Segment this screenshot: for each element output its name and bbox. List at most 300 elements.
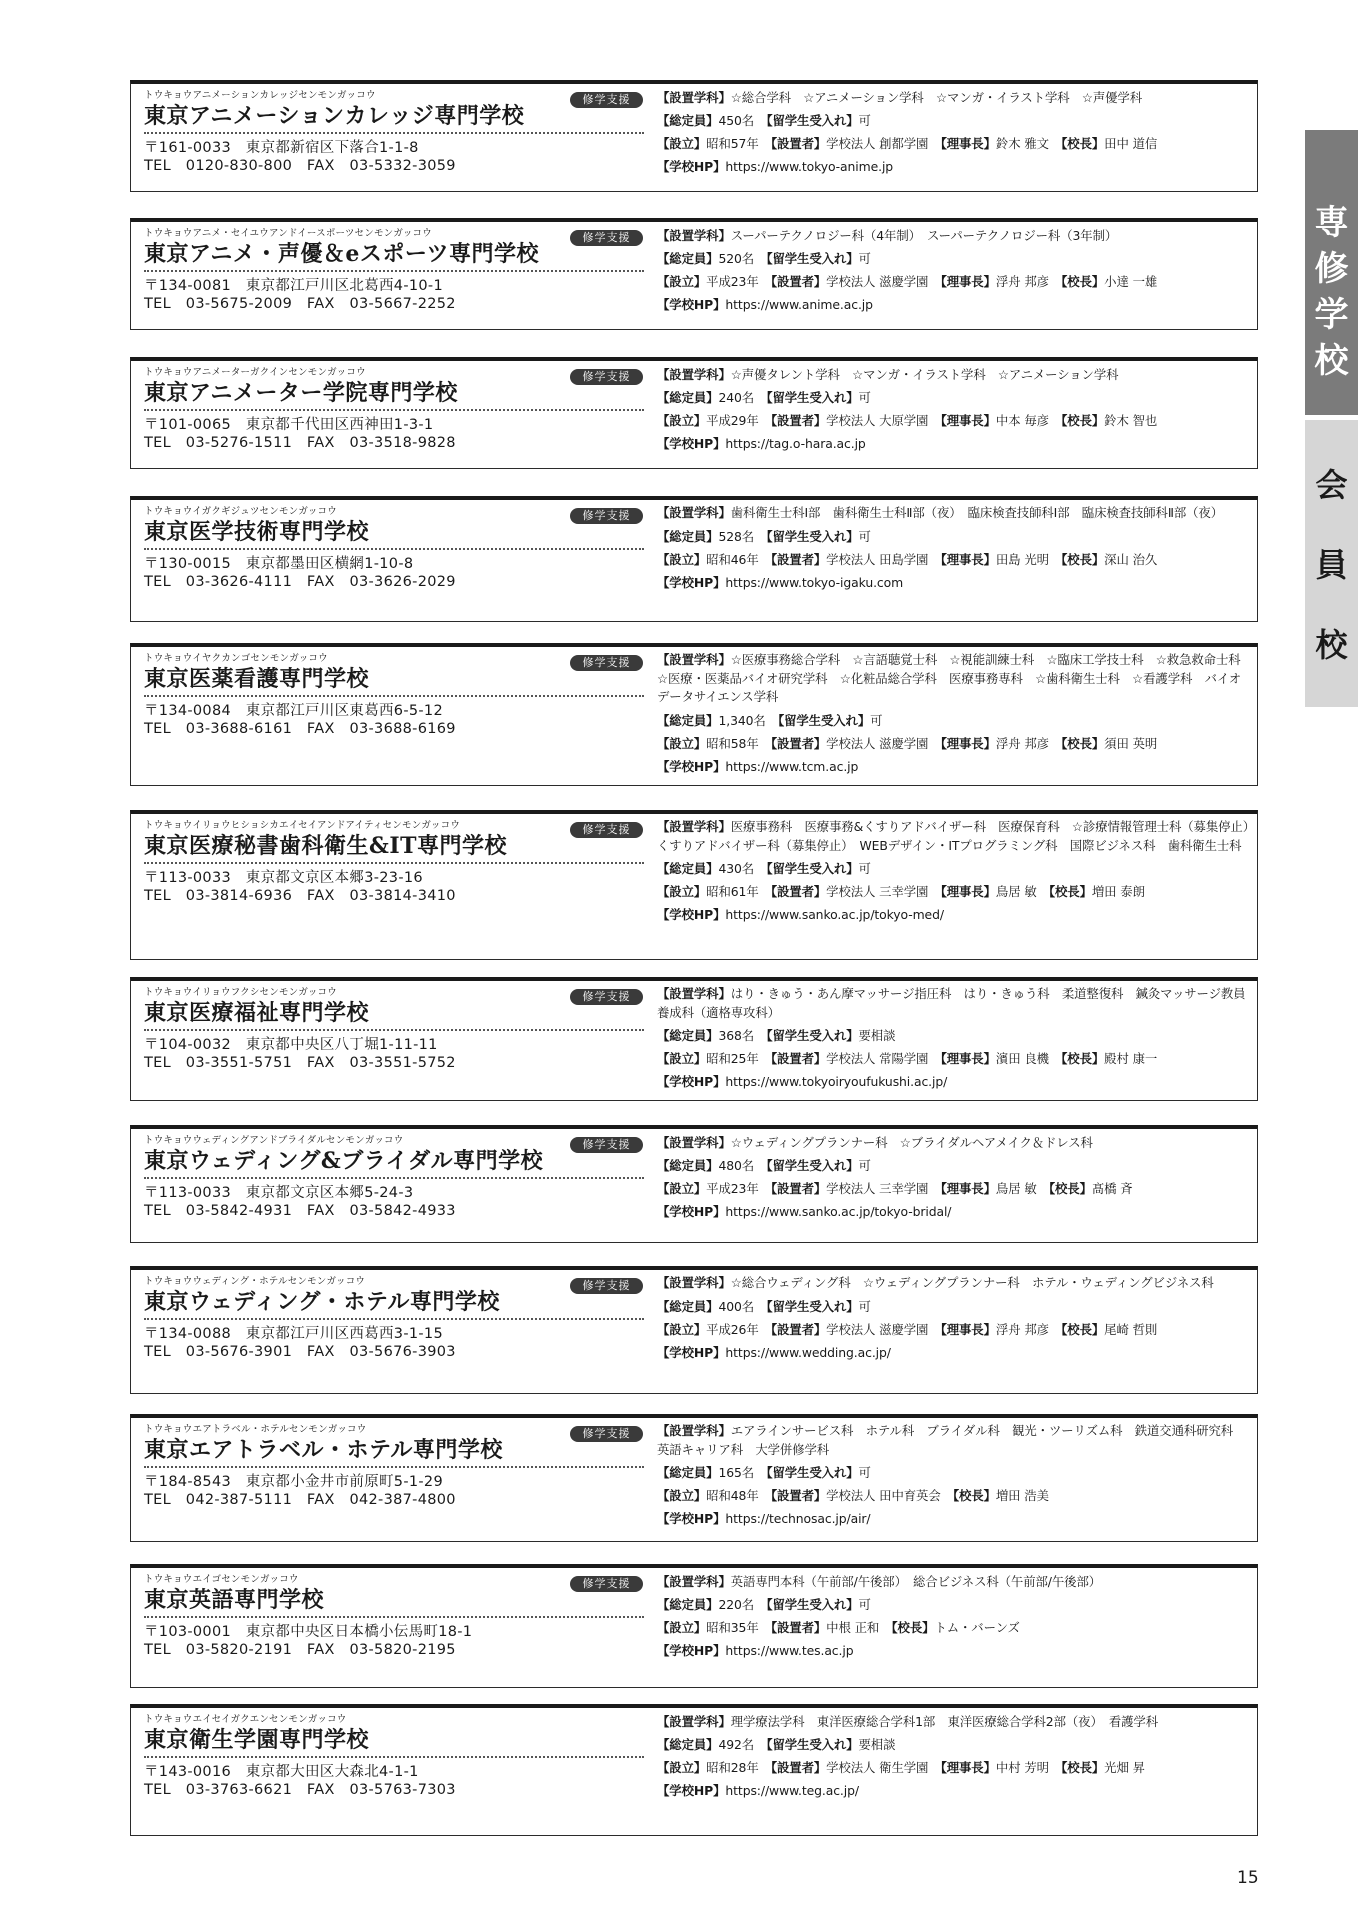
detail-value: 学校法人 三幸学園 [826,884,941,899]
school-details [657,1272,1249,1364]
school-kana: トウキョウイヤクカンゴセンモンガッコウ [144,653,328,664]
detail-label: 【設立】 [657,413,707,428]
detail-label: 【留学生受入れ】 [766,251,859,266]
school-kana: トウキョウアニメ・セイユウアンドイースポーツセンモンガッコウ [144,228,432,239]
detail-line [657,293,1249,316]
detail-line [657,1341,1249,1364]
detail-value: はり・きゅう・あん摩マッサージ指圧科 はり・きゅう科 柔道整復科 鍼灸マッサージ教員養成科（適格専攻科） [657,986,1246,1020]
school-identity [144,366,644,452]
school-website-link[interactable]: https://www.anime.ac.jp [725,297,873,312]
detail-label: 【留学生受入れ】 [766,1737,859,1752]
detail-value: 220名 [718,1597,767,1612]
school-identity [144,505,644,591]
detail-line [657,816,1262,857]
detail-line [657,1507,1249,1530]
detail-value: 可 [858,1597,871,1612]
detail-value: ☆声優タレント学科 ☆マンガ・イラスト学科 ☆アニメーション学科 [730,367,1119,382]
school-name: 東京エアトラベル・ホテル専門学校 [144,1437,503,1463]
school-entry [130,977,1258,1101]
detail-line [657,1177,1249,1200]
detail-line [657,1047,1249,1070]
detail-label: 【設立】 [657,1051,707,1066]
detail-label: 【設置学科】 [657,1574,731,1589]
school-tel-fax: TEL 03-3814-6936 FAX 03-3814-3410 [144,888,456,904]
detail-label: 【設立】 [657,136,707,151]
detail-value: 尾崎 哲則 [1104,1321,1158,1337]
detail-label: 【校長】 [1061,551,1105,567]
detail-value: 昭和46年 [706,551,771,567]
detail-value: 要相談 [858,1737,896,1752]
detail-label: 【設立】 [657,1488,707,1503]
support-badge: 修学支援 [570,655,643,671]
school-kana: トウキョウイリョウヒショシカエイセイアンドアイティセンモンガッコウ [144,820,461,831]
detail-line [657,1756,1249,1779]
school-website-link[interactable]: https://technosac.jp/air/ [725,1511,871,1526]
side-tab-char: 学 [1314,295,1349,335]
detail-label: 【総定員】 [657,1737,719,1752]
detail-value: 小達 一雄 [1104,274,1158,289]
detail-label: 【設立】 [657,551,707,567]
detail-line [657,857,1249,880]
detail-value: エアラインサービス科 ホテル科 ブライダル科 観光・ツーリズム科 鉄道交通科研究科 英語キャリア科 大学併修学科 [657,1423,1246,1457]
detail-line [657,1318,1249,1341]
detail-value: 須田 英明 [1104,735,1158,751]
support-badge: 修学支援 [570,989,643,1005]
detail-label: 【総定員】 [657,390,719,405]
school-identity [144,819,644,905]
detail-value: 平成26年 [706,1321,771,1337]
school-name: 東京医学技術専門学校 [144,519,370,545]
detail-line [657,86,1249,109]
detail-value: 鳥居 敏 [995,884,1049,899]
detail-line [657,732,1249,755]
detail-label: 【設置者】 [770,1760,827,1775]
school-website-link[interactable]: https://www.sanko.ac.jp/tokyo-med/ [725,907,944,922]
support-badge: 修学支援 [570,1576,643,1592]
detail-label: 【学校HP】 [657,574,726,590]
detail-value: 理学療法学科 東洋医療総合学科1部 東洋医療総合学科2部（夜） 看護学科 [730,1714,1158,1729]
detail-label: 【理事長】 [940,884,996,899]
detail-value: 増田 泰朗 [1091,884,1145,899]
detail-value: 学校法人 大原学園 [826,413,941,428]
detail-label: 【設置学科】 [657,1275,731,1290]
school-name: 東京衛生学園専門学校 [144,1727,370,1753]
school-details [657,1131,1249,1223]
detail-value: 髙橋 斉 [1091,1181,1133,1196]
detail-label: 【設立】 [657,884,707,899]
school-tel-fax: TEL 03-5842-4931 FAX 03-5842-4933 [144,1203,456,1219]
support-badge: 修学支援 [570,369,643,385]
detail-label: 【総定員】 [657,1158,719,1173]
detail-line [657,903,1249,926]
detail-value: ☆総合学科 ☆アニメーション学科 ☆マンガ・イラスト学科 ☆声優学科 [730,90,1143,105]
detail-label: 【理事長】 [940,551,996,567]
school-tel-fax: TEL 03-3551-5751 FAX 03-3551-5752 [144,1055,456,1071]
detail-line [657,109,1249,132]
dotted-divider [144,1029,644,1031]
detail-label: 【設置学科】 [657,1714,731,1729]
detail-label: 【設置学科】 [657,986,731,1001]
detail-value: 可 [858,528,871,544]
detail-value: 480名 [718,1158,767,1173]
detail-line [657,1420,1249,1461]
detail-value: 深山 治久 [1104,551,1158,567]
detail-label: 【学校HP】 [657,907,726,922]
detail-line [657,1779,1249,1802]
school-tel-fax: TEL 03-5675-2009 FAX 03-5667-2252 [144,296,456,312]
school-entry [130,1564,1258,1688]
detail-value: ☆総合ウェディング科 ☆ウェディングプランナー科 ホテル・ウェディングビジネス科 [730,1275,1214,1290]
detail-line [657,1272,1249,1295]
detail-label: 【学校HP】 [657,1643,726,1658]
school-address: 〒143-0016 東京都大田区大森北4-1-1 [144,1764,419,1780]
detail-value: 学校法人 田島学園 [826,551,941,567]
detail-label: 【理事長】 [940,1321,996,1337]
detail-label: 【留学生受入れ】 [766,113,859,128]
school-website-link[interactable]: https://www.tokyoiryoufukushi.ac.jp/ [725,1074,948,1089]
school-tel-fax: TEL 03-3763-6621 FAX 03-5763-7303 [144,1782,456,1798]
detail-value: 昭和58年 [706,735,771,751]
detail-value: 450名 [718,113,767,128]
support-badge: 修学支援 [570,1278,643,1294]
side-tab-senshu-gakko[interactable] [1305,130,1358,415]
detail-label: 【校長】 [1061,136,1105,151]
detail-line [657,1484,1249,1507]
side-tab-char: 専 [1314,203,1349,243]
school-address: 〒113-0033 東京都文京区本郷5-24-3 [144,1185,414,1201]
side-tab-kaiin-ko[interactable] [1305,420,1358,707]
school-website-link[interactable]: https://www.sanko.ac.jp/tokyo-bridal/ [725,1204,952,1219]
detail-line [657,1570,1249,1593]
school-details [657,1710,1249,1802]
detail-label: 【理事長】 [940,136,996,151]
detail-line [657,880,1249,903]
school-name: 東京ウェディング・ホテル専門学校 [144,1289,500,1315]
detail-value: ☆ウェディングプランナー科 ☆ブライダルヘアメイク＆ドレス科 [730,1135,1093,1150]
detail-label: 【設置者】 [770,1488,827,1503]
school-kana: トウキョウエアトラベル・ホテルセンモンガッコウ [144,1424,367,1435]
detail-label: 【学校HP】 [657,758,726,774]
detail-value: 可 [870,712,883,728]
page-number: 15 [1237,1868,1259,1888]
school-address: 〒130-0015 東京都墨田区横網1-10-8 [144,556,414,572]
detail-value: 可 [858,251,871,266]
detail-line [657,1024,1249,1047]
detail-value: スーパーテクノロジー科（4年制） スーパーテクノロジー科（3年制） [730,228,1118,243]
school-name: 東京アニメーター学院専門学校 [144,380,458,406]
detail-line [657,1200,1249,1223]
dotted-divider [144,132,644,134]
detail-value: 平成23年 [706,274,771,289]
school-kana: トウキョウウェディングアンドブライダルセンモンガッコウ [144,1135,404,1146]
detail-label: 【総定員】 [657,251,719,266]
detail-label: 【理事長】 [940,1051,996,1066]
support-badge: 修学支援 [570,508,643,524]
dotted-divider [144,270,644,272]
school-address: 〒161-0033 東京都新宿区下落合1-1-8 [144,140,419,156]
detail-label: 【学校HP】 [657,1511,726,1526]
school-tel-fax: TEL 03-5276-1511 FAX 03-3518-9828 [144,435,456,451]
school-name: 東京医薬看護専門学校 [144,666,370,692]
side-tab-char: 会 [1315,466,1348,504]
school-details [657,649,1253,778]
school-entry [130,218,1258,330]
school-kana: トウキョウアニメーターガクインセンモンガッコウ [144,367,366,378]
school-identity [144,227,644,313]
detail-value: 1,340名 [718,712,779,728]
school-details [657,983,1249,1093]
detail-value: 光畑 昇 [1104,1760,1145,1775]
school-entry [130,1414,1258,1542]
detail-value: 学校法人 滋慶学園 [826,1321,941,1337]
detail-value: 430名 [718,861,767,876]
school-address: 〒103-0001 東京都中央区日本橋小伝馬町18-1 [144,1624,473,1640]
detail-line [657,409,1249,432]
detail-value: 鈴木 雅文 [995,136,1062,151]
detail-line [657,983,1249,1024]
school-identity [144,652,644,738]
detail-label: 【設置者】 [770,1620,827,1635]
detail-label: 【留学生受入れ】 [766,1298,859,1314]
support-badge: 修学支援 [570,1426,643,1442]
school-name: 東京医療福祉専門学校 [144,1000,370,1026]
dotted-divider [144,1177,644,1179]
support-badge: 修学支援 [570,822,643,838]
detail-value: 可 [858,113,871,128]
detail-label: 【設立】 [657,1620,707,1635]
detail-label: 【設置者】 [770,1321,827,1337]
detail-label: 【設置学科】 [657,652,731,667]
school-entry [130,80,1258,192]
detail-value: ☆医療事務総合学科 ☆言語聴覚士科 ☆視能訓練士科 ☆臨床工学技士科 ☆救急救命士科 ☆医療・医薬品バイオ研究学科 ☆化粧品総合学科 医療事務専科 ☆歯科衛生士科 ☆看護学科 バイオデータサイエンス学科 [657,652,1253,704]
school-entry [130,1266,1258,1394]
detail-label: 【校長】 [1048,884,1092,899]
dotted-divider [144,695,644,697]
detail-label: 【設置学科】 [657,367,731,382]
detail-value: 240名 [718,390,767,405]
detail-line [657,755,1249,778]
detail-label: 【設置者】 [770,136,827,151]
detail-label: 【学校HP】 [657,297,726,312]
detail-line [657,155,1249,178]
detail-label: 【総定員】 [657,1465,719,1480]
detail-value: 中本 毎彦 [995,413,1062,428]
side-tab-char: 員 [1315,546,1348,584]
detail-label: 【設立】 [657,735,707,751]
school-name: 東京医療秘書歯科衛生&IT専門学校 [144,833,508,859]
school-website-link[interactable]: https://www.tcm.ac.jp [725,758,859,774]
detail-value: 165名 [718,1465,767,1480]
school-address: 〒104-0032 東京都中央区八丁堀1-11-11 [144,1037,438,1053]
detail-label: 【校長】 [1048,1181,1092,1196]
detail-label: 【校長】 [891,1620,935,1635]
detail-label: 【総定員】 [657,113,719,128]
detail-line [657,1295,1249,1318]
detail-label: 【学校HP】 [657,1344,726,1360]
detail-label: 【設置学科】 [657,228,731,243]
school-website-link[interactable]: https://www.tes.ac.jp [725,1643,854,1658]
detail-line [657,1639,1249,1662]
detail-label: 【学校HP】 [657,159,726,174]
detail-value: 鳥居 敏 [995,1181,1049,1196]
detail-line [657,502,1249,525]
detail-value: 要相談 [858,1028,896,1043]
detail-label: 【設置学科】 [657,1423,731,1438]
detail-line [657,1070,1249,1093]
detail-label: 【校長】 [1061,1321,1105,1337]
detail-value: 鈴木 智也 [1104,413,1158,428]
detail-line [657,571,1249,594]
school-address: 〒134-0084 東京都江戸川区東葛西6-5-12 [144,703,443,719]
detail-value: 英語専門本科（午前部/午後部） 総合ビジネス科（午前部/午後部） [730,1574,1102,1589]
detail-label: 【留学生受入れ】 [766,1028,859,1043]
detail-line [657,1593,1249,1616]
detail-value: 昭和25年 [706,1051,771,1066]
school-address: 〒101-0065 東京都千代田区西神田1-3-1 [144,417,434,433]
detail-line [657,386,1249,409]
detail-label: 【理事長】 [940,413,996,428]
school-address: 〒184-8543 東京都小金井市前原町5-1-29 [144,1474,443,1490]
school-kana: トウキョウエイセイガクエンセンモンガッコウ [144,1714,347,1725]
side-tab-char: 校 [1314,341,1349,381]
school-kana: トウキョウアニメーションカレッジセンモンガッコウ [144,90,376,101]
detail-value: 学校法人 衛生学園 [826,1760,941,1775]
school-entry [130,1704,1258,1836]
detail-label: 【設置学科】 [657,1135,731,1150]
detail-label: 【校長】 [1061,735,1105,751]
detail-label: 【総定員】 [657,1298,719,1314]
school-name: 東京アニメーションカレッジ専門学校 [144,103,525,129]
school-details [657,86,1249,178]
detail-label: 【設置者】 [770,735,827,751]
school-identity [144,1423,644,1509]
detail-value: 528名 [718,528,767,544]
detail-value: 学校法人 滋慶学園 [826,735,941,751]
detail-line [657,1131,1249,1154]
detail-value: 学校法人 創都学園 [826,136,941,151]
dotted-divider [144,409,644,411]
detail-line [657,247,1249,270]
detail-line [657,270,1249,293]
dotted-divider [144,548,644,550]
detail-line [657,548,1249,571]
detail-label: 【理事長】 [940,274,996,289]
detail-line [657,1154,1249,1177]
school-kana: トウキョウイガクギジュツセンモンガッコウ [144,506,337,517]
school-identity [144,1134,644,1220]
detail-label: 【学校HP】 [657,1783,726,1798]
detail-label: 【設置学科】 [657,90,731,105]
school-website-link[interactable]: https://www.tokyo-igaku.com [725,574,904,590]
school-details [657,816,1262,926]
detail-line [657,1616,1249,1639]
school-website-link[interactable]: https://www.wedding.ac.jp/ [725,1344,891,1360]
school-kana: トウキョウイリョウフクシセンモンガッコウ [144,987,337,998]
detail-value: 田島 光明 [995,551,1062,567]
school-website-link[interactable]: https://www.tokyo-anime.jp [725,159,894,174]
school-entry [130,643,1258,786]
school-kana: トウキョウエイゴセンモンガッコウ [144,1574,299,1585]
detail-label: 【理事長】 [940,735,996,751]
school-details [657,363,1249,455]
detail-value: 学校法人 常陽学園 [826,1051,941,1066]
detail-value: 濱田 良機 [995,1051,1062,1066]
detail-label: 【設置者】 [770,413,827,428]
detail-line [657,709,1249,732]
support-badge: 修学支援 [570,92,643,108]
detail-line [657,1461,1249,1484]
detail-value: 400名 [718,1298,767,1314]
detail-label: 【総定員】 [657,528,719,544]
detail-label: 【理事長】 [940,1760,996,1775]
detail-value: 可 [858,1465,871,1480]
detail-value: 増田 浩美 [995,1488,1049,1503]
school-identity [144,986,644,1072]
detail-value: 昭和28年 [706,1760,771,1775]
school-details [657,224,1249,316]
detail-label: 【設立】 [657,274,707,289]
detail-value: 学校法人 三幸学園 [826,1181,941,1196]
school-entry [130,810,1262,960]
side-tab-char: 校 [1315,626,1348,664]
school-entry [130,496,1258,622]
school-details [657,1570,1249,1662]
school-identity [144,1573,644,1659]
school-address: 〒113-0033 東京都文京区本郷3-23-16 [144,870,423,886]
detail-value: 歯科衛生士科Ⅰ部 歯科衛生士科Ⅱ部（夜） 臨床検査技師科Ⅰ部 臨床検査技師科Ⅱ部（夜） [730,505,1223,520]
detail-value: 昭和57年 [706,136,771,151]
school-identity [144,89,644,175]
dotted-divider [144,1466,644,1468]
school-website-link[interactable]: https://tag.o-hara.ac.jp [725,436,866,451]
dotted-divider [144,1616,644,1618]
detail-value: 中根 正和 [826,1620,892,1635]
detail-label: 【総定員】 [657,861,719,876]
detail-label: 【設置学科】 [657,505,731,520]
detail-label: 【設立】 [657,1181,707,1196]
school-details [657,502,1249,594]
detail-label: 【校長】 [1061,1760,1105,1775]
dotted-divider [144,862,644,864]
detail-label: 【設立】 [657,1760,707,1775]
detail-label: 【校長】 [1061,274,1105,289]
school-entry [130,357,1258,469]
school-name: 東京アニメ・声優＆eスポーツ専門学校 [144,241,540,267]
detail-value: 可 [858,1298,871,1314]
detail-line [657,224,1249,247]
detail-value: トム・バーンズ [934,1620,1020,1635]
detail-value: 可 [858,390,871,405]
side-tab-char: 修 [1314,249,1349,289]
detail-line [657,525,1249,548]
school-website-link[interactable]: https://www.teg.ac.jp/ [725,1783,859,1798]
school-address: 〒134-0081 東京都江戸川区北葛西4-10-1 [144,278,443,294]
detail-label: 【設置者】 [770,551,827,567]
detail-line [657,132,1249,155]
detail-label: 【留学生受入れ】 [778,712,871,728]
school-tel-fax: TEL 03-3626-4111 FAX 03-3626-2029 [144,574,456,590]
detail-label: 【総定員】 [657,1597,719,1612]
detail-value: 520名 [718,251,767,266]
detail-value: 医療事務科 医療事務&くすりアドバイザー科 医療保育科 ☆診療情報管理士科（募集停止） くすりアドバイザー科（募集停止） WEBデザイン・ITプログラミング科 国際ビジネス科 歯科衛生士科 [657,819,1262,853]
detail-value: 田中 道信 [1104,136,1158,151]
detail-line [657,432,1249,455]
detail-value: 学校法人 滋慶学園 [826,274,941,289]
detail-label: 【設置者】 [770,274,827,289]
school-tel-fax: TEL 03-5820-2191 FAX 03-5820-2195 [144,1642,456,1658]
detail-value: 浮舟 邦彦 [995,735,1062,751]
school-tel-fax: TEL 03-3688-6161 FAX 03-3688-6169 [144,721,456,737]
